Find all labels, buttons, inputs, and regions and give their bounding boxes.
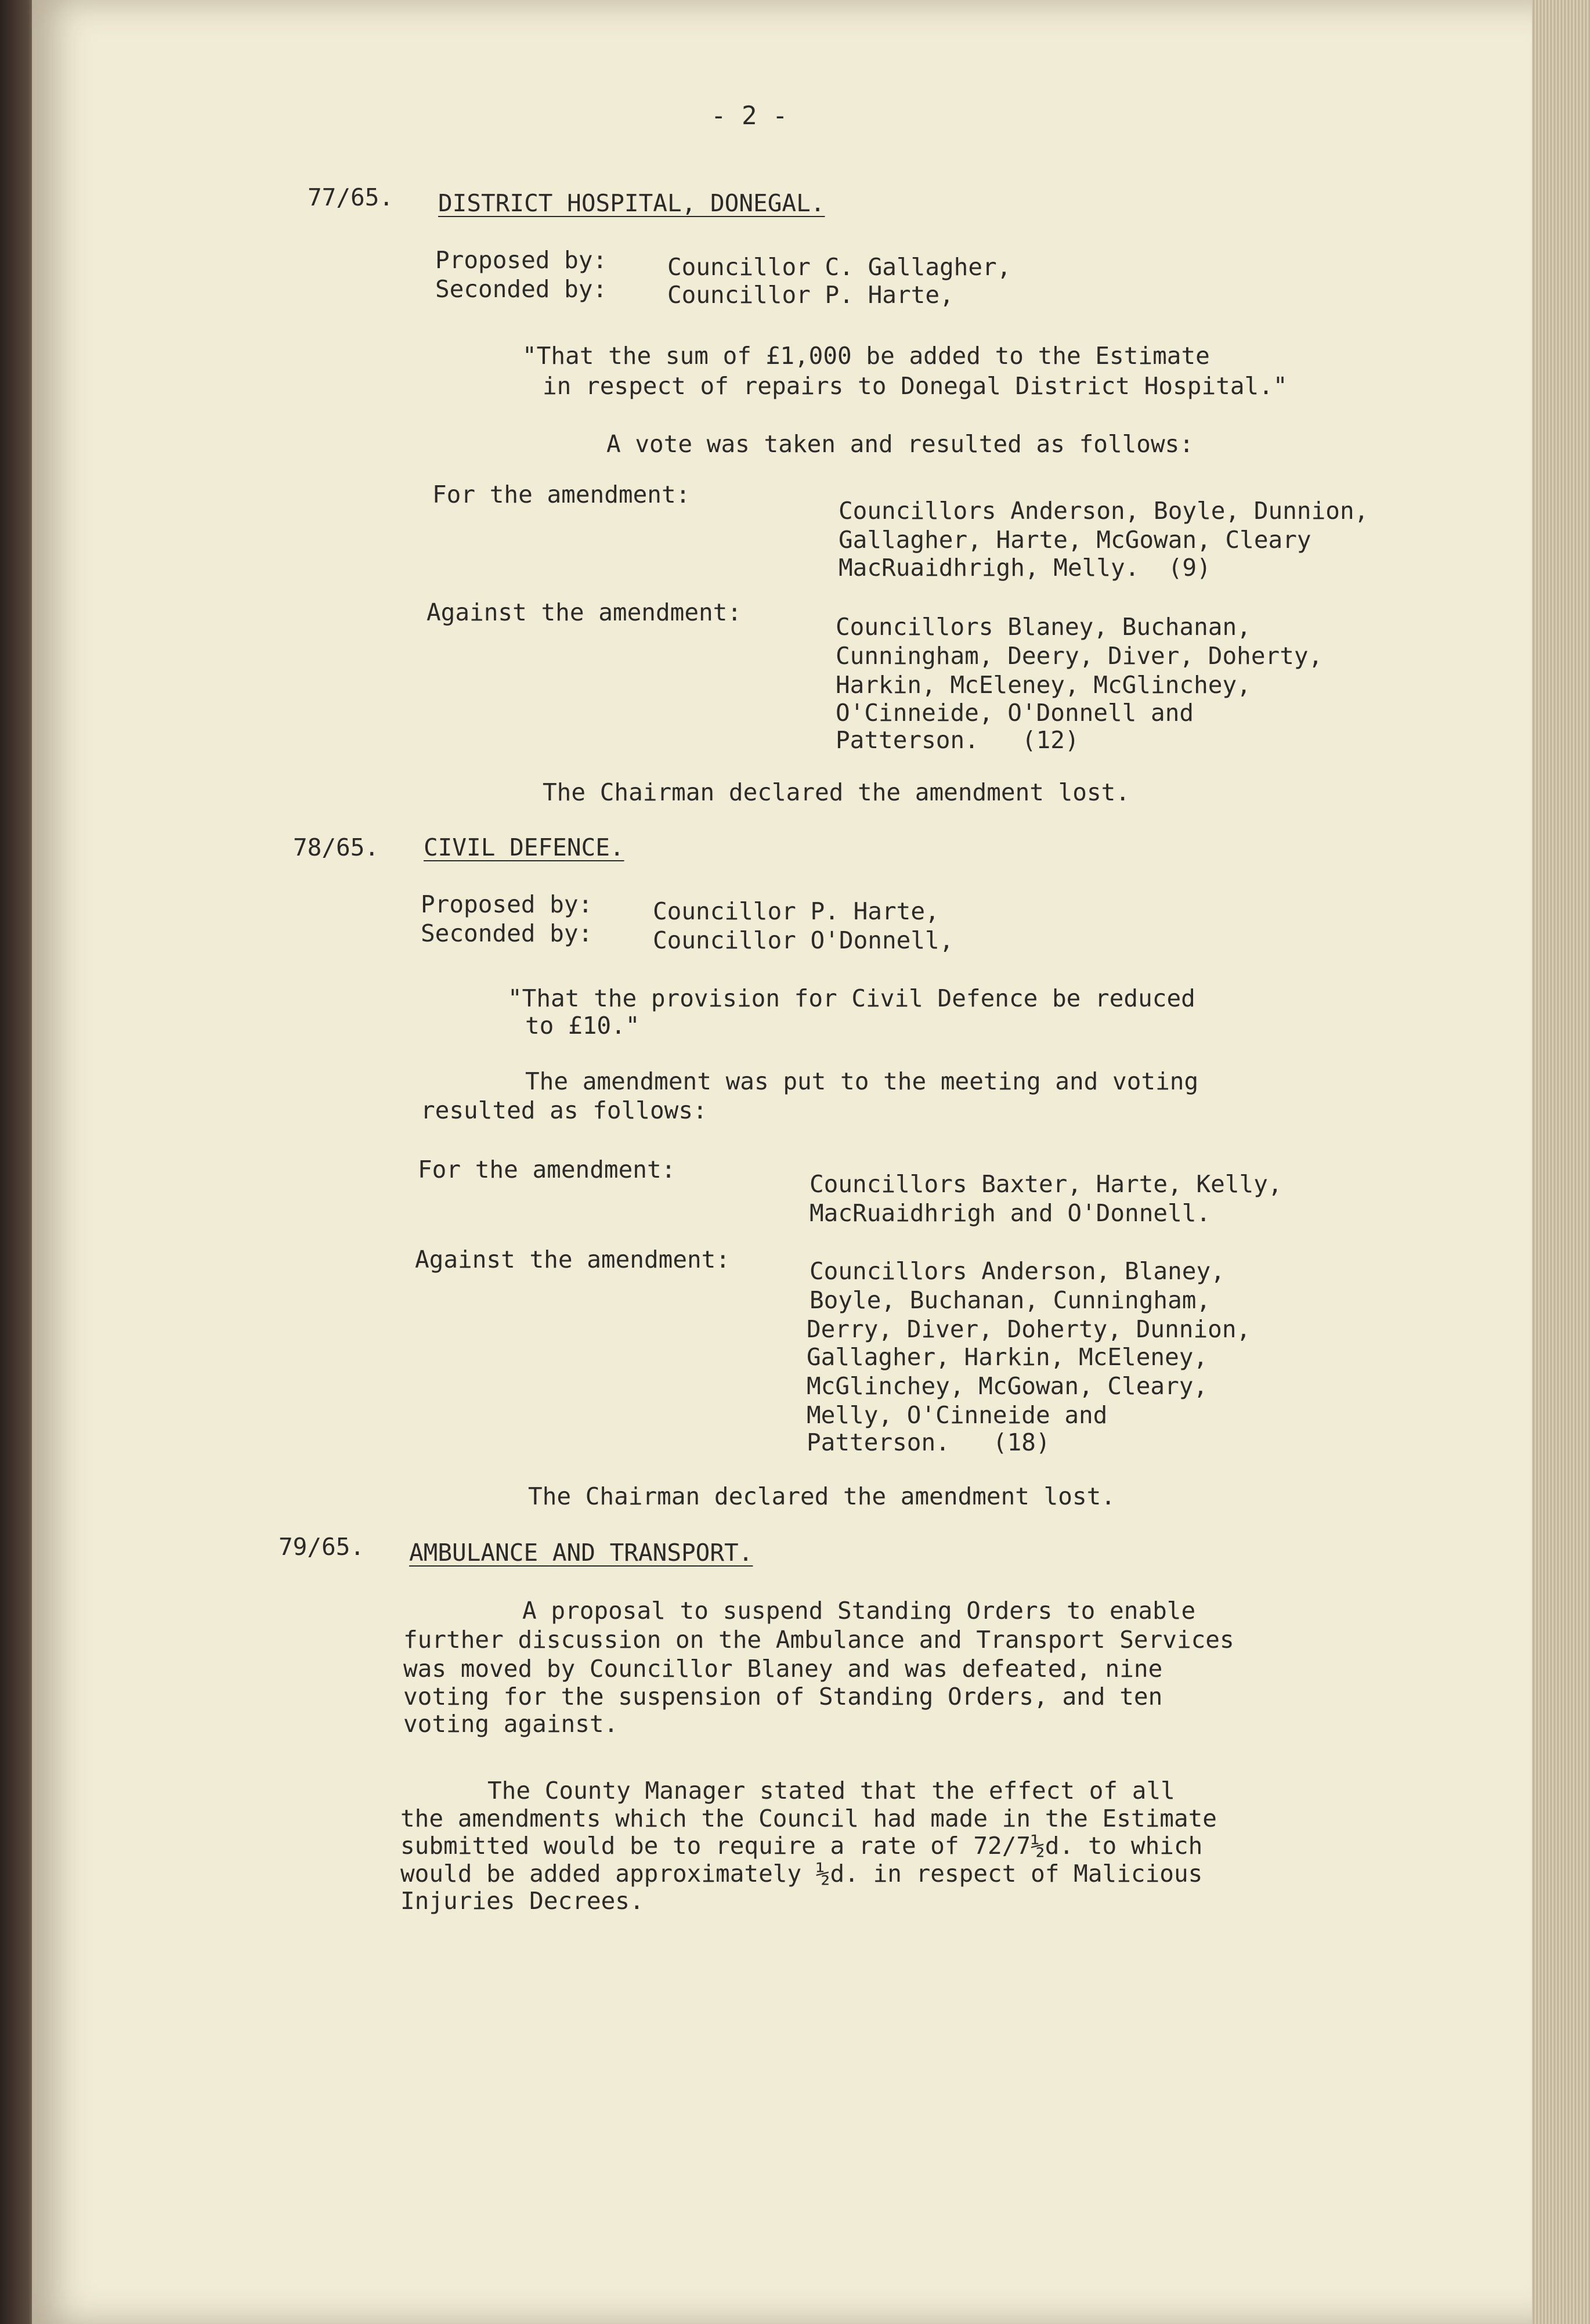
vote-intro: resulted as follows: [421,1096,707,1124]
motion-line: "That the sum of £1,000 be added to the Estimate [522,342,1210,370]
against-list-line: Boyle, Buchanan, Cunningham, [810,1286,1211,1314]
against-list-line: Councillors Blaney, Buchanan, [836,613,1251,641]
item-heading: CIVIL DEFENCE. [424,833,624,861]
motion-line: to £10." [525,1012,640,1040]
motion-line: in respect of repairs to Donegal District Hospital." [543,372,1288,400]
for-list-line: Councillors Anderson, Boyle, Dunnion, [839,497,1369,525]
proposed-value: Councillor P. Harte, [653,897,939,925]
seconded-value: Councillor P. Harte, [667,281,954,309]
paragraph-line: was moved by Councillor Blaney and was defeated, nine [403,1655,1163,1683]
proposed-value: Councillor C. Gallagher, [667,253,1011,281]
against-list-line: Harkin, McEleney, McGlinchey, [836,671,1251,699]
paragraph-line: submitted would be to require a rate of 72/7½d. to which [400,1832,1203,1860]
result-line: The Chairman declared the amendment lost. [543,778,1130,806]
item-heading: DISTRICT HOSPITAL, DONEGAL. [438,189,825,217]
seconded-label: Seconded by: [421,919,593,947]
for-list-line: MacRuaidhrigh and O'Donnell. [810,1199,1211,1227]
against-list-line: Cunningham, Deery, Diver, Doherty, [836,642,1323,670]
page-edges [1532,0,1590,2324]
result-line: The Chairman declared the amendment lost. [528,1482,1116,1510]
for-label: For the amendment: [432,481,691,508]
against-label: Against the amendment: [415,1246,731,1273]
item-number: 78/65. [293,833,380,861]
seconded-value: Councillor O'Donnell, [653,926,954,954]
page-number: - 2 - [711,101,788,131]
vote-intro: A vote was taken and resulted as follows: [606,430,1194,458]
for-list-line: Gallagher, Harte, McGowan, Cleary [839,526,1311,554]
against-list-line: McGlinchey, McGowan, Cleary, [807,1372,1208,1400]
for-list-line: Councillors Baxter, Harte, Kelly, [810,1170,1282,1198]
seconded-label: Seconded by: [435,275,608,303]
against-list-line: Councillors Anderson, Blaney, [810,1257,1225,1285]
item-heading: AMBULANCE AND TRANSPORT. [409,1539,753,1567]
paragraph-line: would be added approximately ½d. in respect of Malicious [400,1860,1203,1888]
vote-intro: The amendment was put to the meeting and voting [525,1067,1199,1095]
item-number: 79/65. [279,1533,365,1561]
against-list-line: Patterson. (12) [836,726,1079,754]
item-number: 77/65. [308,183,394,211]
motion-line: "That the provision for Civil Defence be reduced [508,984,1195,1012]
against-list-line: Gallagher, Harkin, McEleney, [807,1343,1208,1371]
against-list-line: Melly, O'Cinneide and [807,1401,1108,1429]
paragraph-line: voting against. [403,1710,619,1738]
paragraph-line: The County Manager stated that the effect of all [487,1777,1175,1805]
paragraph-line: voting for the suspension of Standing Orders, and ten [403,1683,1163,1710]
paragraph-line: A proposal to suspend Standing Orders to enable [522,1597,1196,1625]
against-label: Against the amendment: [427,598,742,626]
proposed-label: Proposed by: [435,246,608,274]
against-list-line: Derry, Diver, Doherty, Dunnion, [807,1315,1251,1343]
paragraph-line: Injuries Decrees. [400,1887,644,1915]
paragraph-line: the amendments which the Council had made in the Estimate [400,1805,1217,1832]
for-label: For the amendment: [418,1156,676,1183]
paragraph-line: further discussion on the Ambulance and Transport Services [403,1626,1234,1654]
proposed-label: Proposed by: [421,890,593,918]
against-list-line: Patterson. (18) [807,1428,1050,1456]
against-list-line: O'Cinneide, O'Donnell and [836,699,1194,727]
for-list-line: MacRuaidhrigh, Melly. (9) [839,554,1211,582]
